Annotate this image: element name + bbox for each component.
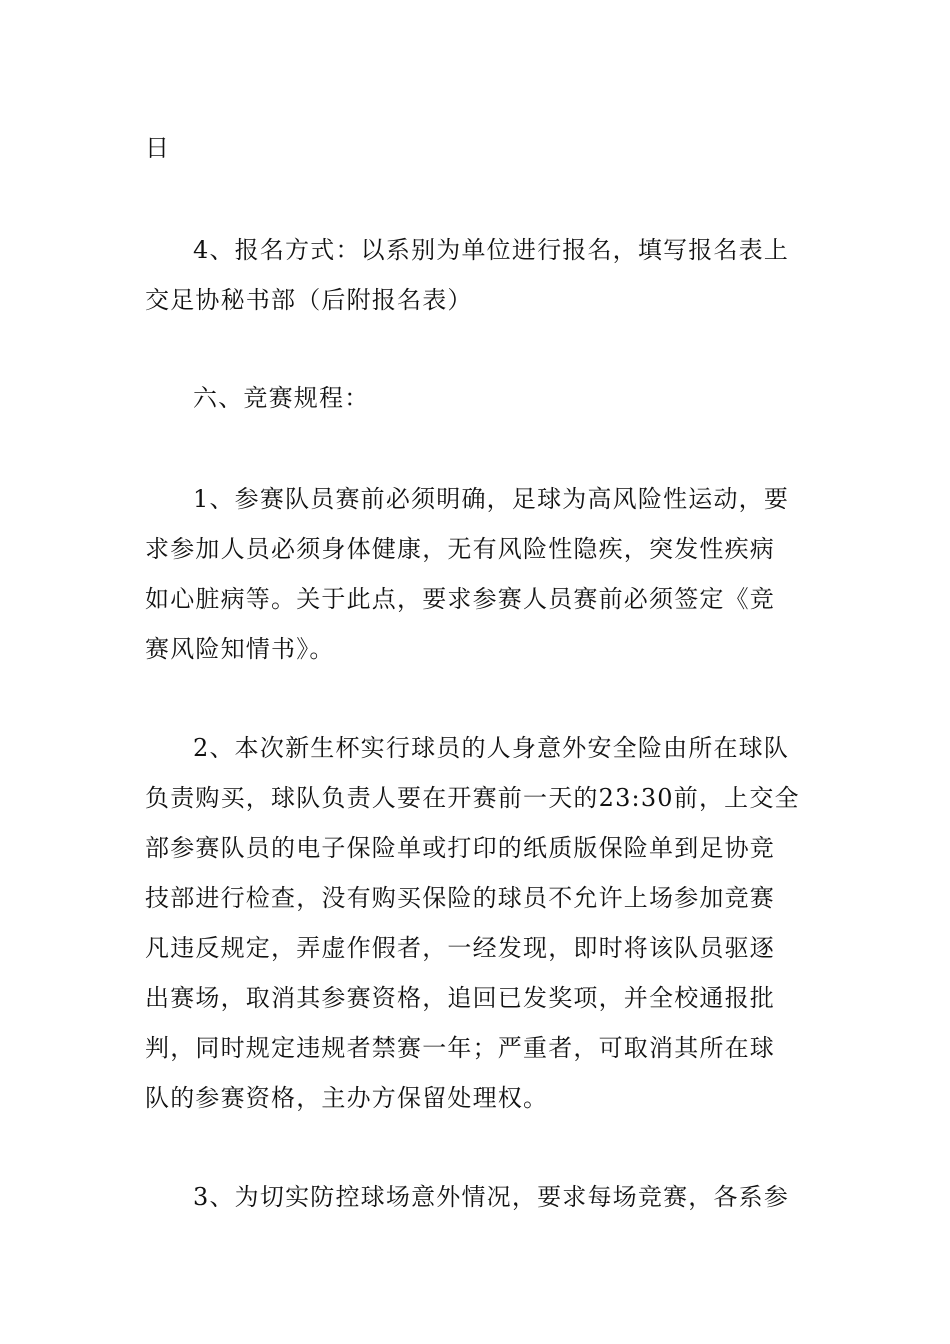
paragraph-rule-2-line-6: 出赛场，取消其参赛资格，追回已发奖项，并全校通报批 bbox=[145, 984, 775, 1012]
paragraph-registration-line-2: 交足协秘书部（后附报名表） bbox=[145, 286, 473, 314]
paragraph-rule-2-line-3: 部参赛队员的电子保险单或打印的纸质版保险单到足协竞 bbox=[145, 834, 775, 862]
paragraph-rule-3-line-1: 3、为切实防控球场意外情况，要求每场竞赛，各系参 bbox=[193, 1183, 790, 1211]
paragraph-rule-1-line-4: 赛风险知情书》。 bbox=[145, 635, 335, 663]
paragraph-rule-2-line-1: 2、本次新生杯实行球员的人身意外安全险由所在球队 bbox=[193, 734, 790, 762]
paragraph-rule-1-line-1: 1、参赛队员赛前必须明确，足球为高风险性运动，要 bbox=[193, 485, 790, 513]
text-line-date-fragment: 日 bbox=[145, 134, 171, 162]
paragraph-rule-1-line-3: 如心脏病等。关于此点，要求参赛人员赛前必须签定《竞 bbox=[145, 585, 775, 613]
paragraph-rule-2-line-8: 队的参赛资格，主办方保留处理权。 bbox=[145, 1084, 549, 1112]
paragraph-rule-2-line-7: 判，同时规定违规者禁赛一年；严重者，可取消其所在球 bbox=[145, 1034, 775, 1062]
paragraph-rule-2-line-5: 凡违反规定，弄虚作假者，一经发现，即时将该队员驱逐 bbox=[145, 934, 775, 962]
paragraph-rule-2-line-2: 负责购买，球队负责人要在开赛前一天的23:30前，上交全 bbox=[145, 784, 800, 812]
paragraph-rule-1-line-2: 求参加人员必须身体健康，无有风险性隐疾，突发性疾病 bbox=[145, 535, 775, 563]
section-heading-competition-rules: 六、竞赛规程： bbox=[193, 384, 370, 412]
paragraph-registration-line-1: 4、报名方式：以系别为单位进行报名，填写报名表上 bbox=[193, 236, 790, 264]
paragraph-rule-2-line-4: 技部进行检查，没有购买保险的球员不允许上场参加竞赛 bbox=[145, 884, 775, 912]
